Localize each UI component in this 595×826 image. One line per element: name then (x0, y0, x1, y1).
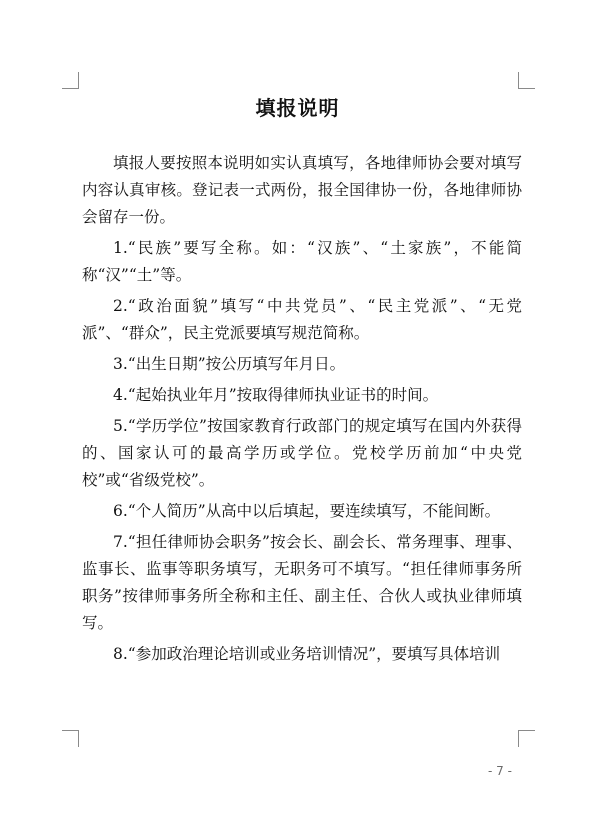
page-number: - 7 - (488, 764, 512, 778)
intro-paragraph: 填报人要按照本说明如实认真填写，各地律师协会要对填写内容认真审核。登记表一式两份，报全国律协一份，各地律师协会留存一份。 (82, 154, 522, 226)
instruction-item-7: 7.“担任律师协会职务”按会长、副会长、常务理事、理事、监事长、监事等职务填写，无职务可不填写。“担任律师事务所职务”按律师事务所全称和主任、副主任、合伙人或执业律师填写。 (82, 533, 522, 632)
instruction-item-5: 5.“学历学位”按国家教育行政部门的规定填写在国内外获得的、国家认可的最高学历或学位。党校学历前加“中央党校”或“省级党校”。 (82, 417, 522, 489)
crop-mark-bottom-left (62, 730, 79, 747)
instruction-item-2: 2.“政治面貌”填写“中共党员”、“民主党派”、“无党派”、“群众”，民主党派要填写规范简称。 (82, 297, 522, 342)
document-body (82, 150, 522, 672)
instruction-item-3: 3.“出生日期”按公历填写年月日。 (113, 355, 346, 373)
instruction-item-1: 1.“民族”要写全称。如：“汉族”、“土家族”，不能简称“汉”“土”等。 (82, 239, 522, 284)
page-title: 填报说明 (255, 96, 340, 120)
instruction-item-4: 4.“起始执业年月”按取得律师执业证书的时间。 (113, 386, 439, 404)
crop-mark-top-right (518, 72, 535, 89)
instruction-item-8: 8.“参加政治理论培训或业务培训情况”，要填写具体培训 (113, 645, 501, 663)
crop-mark-top-left (62, 72, 79, 89)
crop-mark-bottom-right (518, 730, 535, 747)
instruction-item-6: 6.“个人简历”从高中以后填起，要连续填写，不能间断。 (113, 502, 501, 520)
